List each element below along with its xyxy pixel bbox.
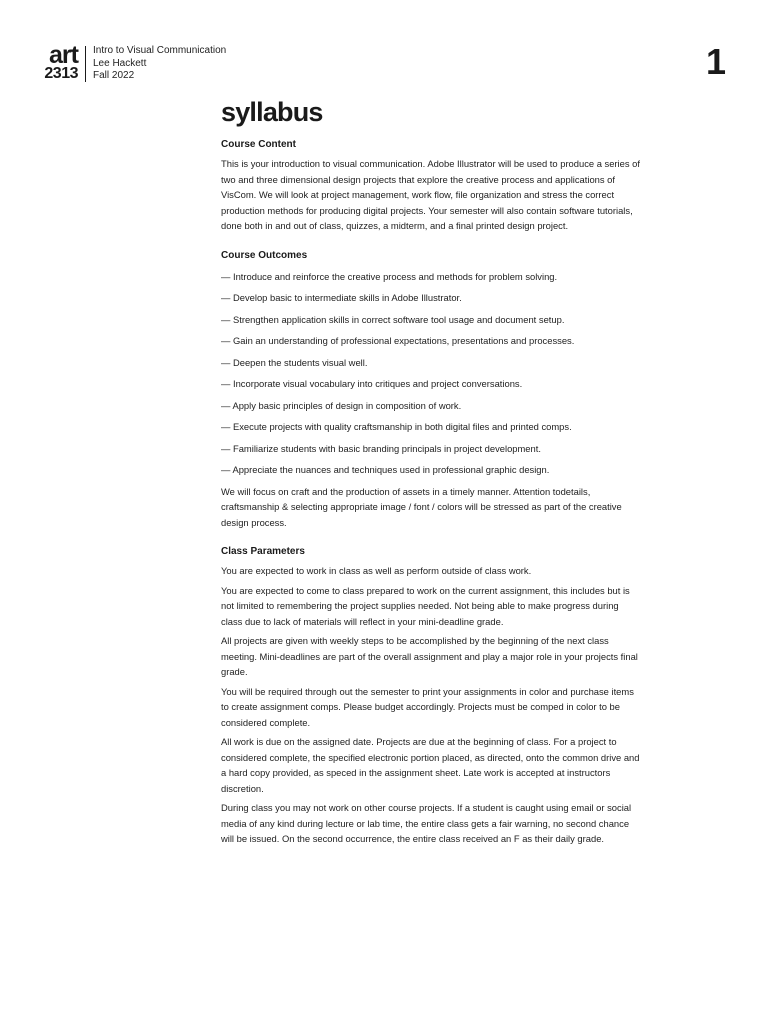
outcome-item: — Introduce and reinforce the creative process and methods for problem solving. [221,270,558,282]
parameter-paragraph: During class you may not work on other course projects. If a student is caught using email or social media of any kind during lecture or lab time, the entire class gets a fair warning, no second chance will be issued. On the second occurrence, the entire class received an F as their daily grade. [221,802,632,844]
parameter-paragraph: All work is due on the assigned date. Projects are due at the beginning of class. For a project to considered complete, the specified electronic portion placed, as directed, onto the common drive and a hard copy provided, as speced in the assignment sheet. Late work is accepted at instructors discretion. [221,736,640,794]
outcome-item: — Deepen the students visual well. [221,356,368,368]
outcome-item: — Familiarize students with basic branding principals in project development. [221,442,541,454]
outcome-item: — Incorporate visual vocabulary into critiques and project conversations. [221,378,523,389]
course-info [93,45,226,83]
outcomes-closing-paragraph: We will focus on craft and the production of assets in a timely manner. Attention todetails, craftsmanship & selecting appropriate image / font / colors will be stressed as part of the creative design process. [221,485,622,528]
page-number: 1 [705,41,726,82]
parameter-paragraph: All projects are given with weekly steps to be accomplished by the beginning of the next class meeting. Mini-deadlines are part of the overall assignment and play a major role in your projects final grade. [221,635,638,677]
outcome-item: — Appreciate the nuances and techniques used in professional graphic design. [221,464,550,475]
parameter-paragraph: You are expected to come to class prepared to work on the current assignment, this includes but is not limited to remembering the project supplies needed. Not being able to make progress during class due to lack of materials will reflect in your mini-deadline grade. [221,584,630,627]
section-heading: Class Parameters [221,546,305,557]
instructor-name: Lee Hackett [93,57,147,69]
outcome-item: — Strengthen application skills in correct software tool usage and document setup. [221,313,565,325]
syllabus-body [221,96,641,847]
outcome-item: — Execute projects with quality craftsmanship in both digital files and printed comps. [221,421,572,432]
header-divider [85,46,86,82]
course-content-section [221,138,641,234]
course-title: Intro to Visual Communication [93,45,227,56]
parameter-paragraph: You will be required through out the semester to print your assignments in color and purchase items to create assignment comps. Please budget accordingly. Projects must be comped in color to be considered complete. [221,685,634,728]
logo-course-number: 2313 [44,65,78,82]
outcome-item: — Develop basic to intermediate skills in Adobe Illustrator. [221,292,462,303]
logo-art: art [49,41,78,69]
outcome-item: — Gain an understanding of professional expectations, presentations and processes. [221,335,575,346]
class-parameters-section [221,545,641,847]
term: Fall 2022 [93,70,135,81]
page-title: syllabus [221,97,323,127]
course-logo [44,41,78,82]
parameter-paragraph: You are expected to work in class as well as perform outside of class work. [221,565,532,576]
section-heading: Course Content [221,139,296,150]
course-outcomes-section [221,249,641,531]
course-content-paragraph: This is your introduction to visual communication. Adobe Illustrator will be used to produce a series of two and three dimensional design projects that explore the creative process and applications of VisCom. We will look at project management, work flow, file organization and stress the correct production methods for producing digital projects. Your semester will also contain software tutorials, done both in and out of class, quizzes, a midterm, and a final printed design project. [221,158,640,231]
outcome-item: — Apply basic principles of design in composition of work. [221,399,462,411]
section-heading: Course Outcomes [221,249,308,261]
